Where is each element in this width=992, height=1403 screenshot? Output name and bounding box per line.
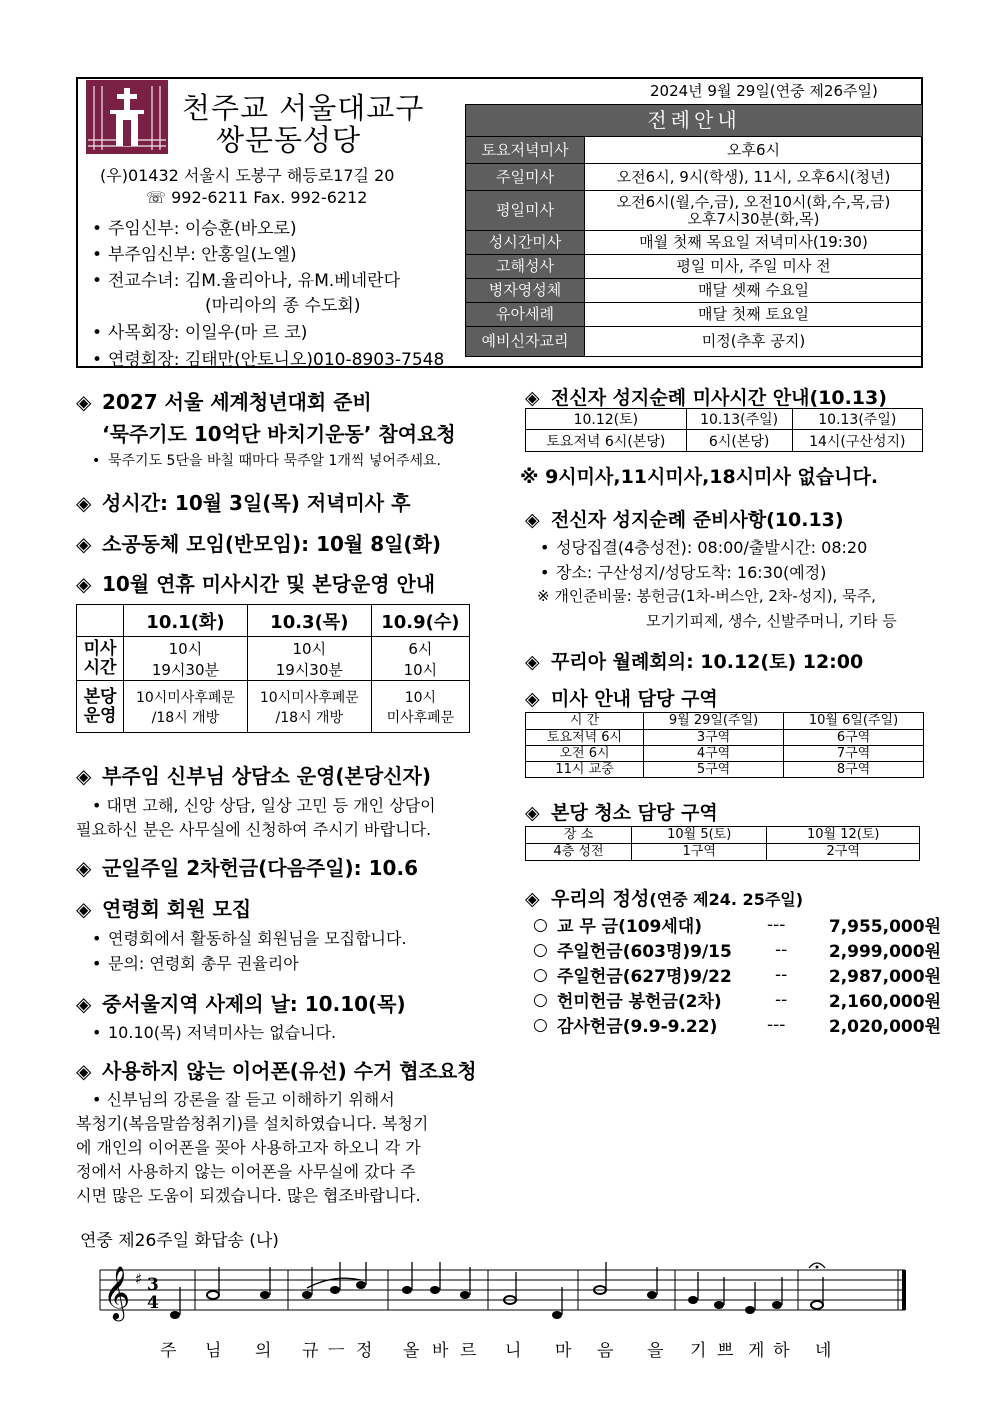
diamond-icon: ◈ (76, 992, 92, 1016)
offering-name: 감사헌금(9.9-9.22) (557, 1017, 718, 1037)
table-cell: 8구역 (784, 762, 924, 778)
table-header: 10월 5(토) (632, 827, 767, 844)
funeral-item: • 연령회에서 활동하실 회원님을 모집합니다. (92, 929, 407, 948)
earphone-text: 복청기(복음말씀청취기)를 설치하였습니다. 복청기 (76, 1114, 429, 1133)
liturgy-label: 유아세례 (466, 303, 585, 327)
earphone-text: 정에서 사용하지 않는 이어폰을 사무실에 갔다 주 (76, 1162, 416, 1181)
holy-hour-heading: ◈ 성시간: 10월 3일(목) 저녁미사 후 (76, 491, 411, 515)
table-cell: 오전 6시 (526, 746, 644, 762)
liturgy-title: 전례안내 (466, 105, 923, 137)
table-cell: 14시(구산성지) (792, 430, 922, 452)
table-cell: 3구역 (644, 730, 784, 746)
table-cell: 2구역 (767, 844, 920, 861)
holiday-heading: ◈ 10월 연휴 미사시간 및 본당운영 안내 (76, 572, 436, 596)
lyric-syllable: 음 (597, 1341, 614, 1361)
offering-list: ○ 교 무 금(109세대) --- 7,955,000원 ○ 주일헌금(603명)9/15 -- 2,999,000원 ○ 주일헌금(627명)9/22 -- 2,987,000원 ○ 헌미헌금 봉헌금(2차) -- 2,160,000원 ○ 감사헌금(9.9-9.22) --- 2,020,000원 (533, 912, 941, 1037)
diamond-icon: ◈ (76, 572, 92, 596)
lyric-syllable: 정 (356, 1341, 373, 1361)
table-cell: 토요저녁 6시(본당) (526, 430, 687, 452)
lyric-syllable: 니 (505, 1341, 522, 1361)
offering-amount: 2,160,000원 (828, 992, 941, 1012)
table-cell: 1구역 (632, 844, 767, 861)
diamond-icon: ◈ (525, 802, 540, 824)
offering-name: 교 무 금(109세대) (557, 917, 702, 937)
svg-text:𝄞: 𝄞 (103, 1265, 131, 1319)
liturgy-label: 예비신자교리 (466, 327, 585, 357)
staff-assistant: • 부주임신부: 안홍일(노엘) (92, 245, 297, 265)
table-cell: 10시미사후폐문 /18시 개방 (247, 681, 371, 733)
diamond-icon: ◈ (76, 532, 92, 556)
earphone-text: 시면 많은 도움이 되겠습니다. 많은 협조바랍니다. (76, 1186, 421, 1205)
military-heading: ◈ 군일주일 2차헌금(다음주일): 10.6 (76, 856, 418, 880)
earphone-heading: ◈ 사용하지 않는 이어폰(유선) 수거 협조요청 (76, 1059, 477, 1083)
row-label: 본당 운영 (77, 681, 124, 733)
lyric-syllable: 주 (160, 1341, 177, 1361)
offering-name: 헌미헌금 봉헌금(2차) (557, 992, 722, 1012)
table-header: 9월 29일(주일) (644, 713, 784, 730)
address: (우)01432 서울시 도봉구 해등로17길 20 (100, 166, 395, 185)
prep-heading: ◈ 전신자 성지순례 준비사항(10.13) (525, 509, 844, 531)
holiday-table (76, 604, 470, 733)
table-header: 시 간 (526, 713, 644, 730)
lyric-syllable: 르 (460, 1341, 477, 1361)
lyric-syllable: 쁘 (717, 1341, 734, 1361)
offering-dash: -- (775, 964, 788, 985)
diamond-icon: ◈ (76, 491, 92, 515)
clergy-day-heading: ◈ 중서울지역 사제의 날: 10.10(목) (76, 992, 406, 1016)
offering-amount: 2,987,000원 (828, 967, 941, 987)
parish-name: 쌍문동성당 (216, 123, 362, 157)
liturgy-label: 성시간미사 (466, 231, 585, 255)
diamond-icon: ◈ (76, 856, 92, 880)
prep-item: • 성당집결(4층성전): 08:00/출발시간: 08:20 (540, 538, 868, 557)
diamond-icon: ◈ (525, 509, 540, 531)
table-cell: 4층 성전 (526, 844, 632, 861)
svg-text:3: 3 (147, 1275, 159, 1295)
staff-sisters: • 전교수녀: 김M.율리아나, 유M.베네란다 (92, 271, 400, 291)
table-cell: 4구역 (644, 746, 784, 762)
lyric-syllable: 기 (690, 1341, 707, 1361)
liturgy-value: 매월 첫째 목요일 저녁미사(19:30) (585, 231, 923, 255)
lyric-syllable: 올 (403, 1341, 420, 1361)
diamond-icon: ◈ (76, 390, 92, 414)
pilgrim-heading: ◈ 전신자 성지순례 미사시간 안내(10.13) (525, 387, 887, 409)
diamond-icon: ◈ (525, 387, 540, 409)
lyric-syllable: 바 (432, 1341, 449, 1361)
offering-name: 주일헌금(627명)9/22 (557, 967, 732, 987)
table-header: 10.9(수) (371, 605, 469, 637)
svg-text:4: 4 (147, 1293, 159, 1313)
offering-amount: 7,955,000원 (828, 917, 941, 937)
lyric-syllable: 님 (205, 1341, 222, 1361)
table-header: 장 소 (526, 827, 632, 844)
clean-table (525, 826, 920, 861)
mass-guide-heading: ◈ 미사 안내 담당 구역 (525, 688, 718, 710)
counsel-text: • 대면 고해, 신앙 상담, 일상 고민 등 개인 상담이 (92, 796, 436, 815)
offering-dash: --- (767, 914, 786, 935)
youth-note: • 묵주기도 5단을 바칠 때마다 묵주알 1개씩 넣어주세요. (92, 453, 441, 469)
funeral-heading: ◈ 연령회 회원 모집 (76, 897, 252, 921)
table-cell: 6시 10시 (371, 637, 469, 681)
lyric-syllable: 규 (302, 1341, 319, 1361)
table-cell: 6구역 (784, 730, 924, 746)
no-mass-notice: ※ 9시미사,11시미사,18시미사 없습니다. (520, 466, 879, 488)
liturgy-label: 병자영성체 (466, 279, 585, 303)
clergy-note: • 10.10(목) 저녁미사는 없습니다. (92, 1023, 337, 1042)
table-cell: 10시미사후폐문 /18시 개방 (124, 681, 248, 733)
diamond-icon: ◈ (525, 688, 540, 710)
funeral-item: • 문의: 연령회 총무 권율리아 (92, 954, 299, 973)
lyric-syllable: ㅡ (328, 1341, 345, 1361)
counsel-text-2: 필요하신 분은 사무실에 신청하여 주시기 바랍니다. (76, 820, 432, 839)
diamond-icon: ◈ (76, 897, 92, 921)
lyric-syllable: 을 (647, 1341, 664, 1361)
prep-item: • 장소: 구산성지/성당도착: 16:30(예정) (540, 563, 827, 582)
table-cell: 10시 미사후폐문 (371, 681, 469, 733)
table-cell: 10시 19시30분 (247, 637, 371, 681)
liturgy-table (465, 104, 923, 357)
lyric-syllable: 게 (748, 1341, 765, 1361)
staff-pastor: • 주임신부: 이승훈(바오로) (92, 219, 297, 239)
diocese-name: 천주교 서울대교구 (182, 91, 425, 125)
table-cell: 7구역 (784, 746, 924, 762)
bulletin-date: 2024년 9월 29일(연중 제26주일) (650, 82, 878, 100)
table-header: 10월 12(토) (767, 827, 920, 844)
table-header: 10.12(토) (526, 409, 687, 430)
mass-guide-table (525, 712, 924, 778)
table-cell: 6시(본당) (686, 430, 792, 452)
liturgy-value: 오전6시, 9시(학생), 11시, 오후6시(청년) (585, 164, 923, 191)
psalm-title: 연중 제26주일 화답송 (나) (80, 1231, 279, 1251)
lyric-syllable: 하 (773, 1341, 790, 1361)
offering-dash: -- (775, 989, 788, 1010)
youth-heading-2: ‘묵주기도 10억단 바치기운동’ 참여요청 (102, 422, 456, 446)
liturgy-value: 오전6시(월,수,금), 오전10시(화,수,목,금) 오후7시30분(화,목) (585, 191, 923, 231)
liturgy-value: 미정(추후 공지) (585, 327, 923, 357)
liturgy-value: 오후6시 (585, 137, 923, 164)
offering-amount: 2,999,000원 (828, 942, 941, 962)
earphone-text: • 신부님의 강론을 잘 듣고 이해하기 위해서 (92, 1090, 395, 1109)
diamond-icon: ◈ (76, 1059, 92, 1083)
svg-text:♯: ♯ (135, 1270, 143, 1288)
offering-amount: 2,020,000원 (828, 1017, 941, 1037)
offering-dash: -- (775, 939, 788, 960)
phone-fax: ☏ 992-6211 Fax. 992-6212 (146, 188, 368, 207)
liturgy-value: 매달 셋째 수요일 (585, 279, 923, 303)
offering-name: 주일헌금(603명)9/15 (557, 942, 732, 962)
table-header: 10.13(주일) (686, 409, 792, 430)
liturgy-label: 토요저녁미사 (466, 137, 585, 164)
table-header: 10.1(화) (124, 605, 248, 637)
offering-dash: --- (767, 1014, 786, 1035)
staff-council: • 사목회장: 이일우(마 르 코) (92, 323, 308, 343)
table-cell: 10시 19시30분 (124, 637, 248, 681)
table-cell: 토요저녁 6시 (526, 730, 644, 746)
offering-heading: ◈ 우리의 정성(연중 제24. 25주일) (525, 888, 804, 910)
music-staff (95, 1262, 910, 1332)
liturgy-value: 평일 미사, 주일 미사 전 (585, 255, 923, 279)
table-header: 10월 6일(주일) (784, 713, 924, 730)
curia-heading: ◈ 꾸리아 월례회의: 10.12(토) 12:00 (525, 651, 864, 673)
liturgy-value: 매달 첫째 토요일 (585, 303, 923, 327)
liturgy-label: 주일미사 (466, 164, 585, 191)
small-community-heading: ◈ 소공동체 모임(반모임): 10월 8일(화) (76, 532, 442, 556)
pilgrim-table (525, 408, 923, 452)
diamond-icon: ◈ (525, 888, 540, 910)
earphone-text: 에 개인의 이어폰을 꽂아 사용하고자 하오니 각 가 (76, 1138, 421, 1157)
counsel-heading: ◈ 부주임 신부님 상담소 운영(본당신자) (76, 764, 431, 788)
liturgy-label: 평일미사 (466, 191, 585, 231)
lyric-syllable: 네 (815, 1341, 832, 1361)
staff-funeral: • 연령회장: 김태만(안토니오)010-8903-7548 (92, 350, 445, 370)
lyric-syllable: 마 (555, 1341, 572, 1361)
diamond-icon: ◈ (76, 764, 92, 788)
table-header: 10.13(주일) (792, 409, 922, 430)
table-header: 10.3(목) (247, 605, 371, 637)
prep-note: ※ 개인준비물: 봉헌금(1차-버스안, 2차-성지), 묵주, (537, 587, 876, 605)
staff-sisters-order: (마리아의 종 수도회) (205, 296, 361, 316)
row-label: 미사 시간 (77, 637, 124, 681)
prep-note-2: 모기기피제, 생수, 신발주머니, 기타 등 (646, 612, 897, 630)
diamond-icon: ◈ (525, 651, 540, 673)
table-cell: 11시 교중 (526, 762, 644, 778)
liturgy-label: 고해성사 (466, 255, 585, 279)
table-cell: 5구역 (644, 762, 784, 778)
parish-logo (86, 80, 168, 154)
clean-heading: ◈ 본당 청소 담당 구역 (525, 802, 718, 824)
youth-heading: ◈ 2027 서울 세계청년대회 준비 (76, 390, 372, 414)
lyric-syllable: 의 (255, 1341, 272, 1361)
